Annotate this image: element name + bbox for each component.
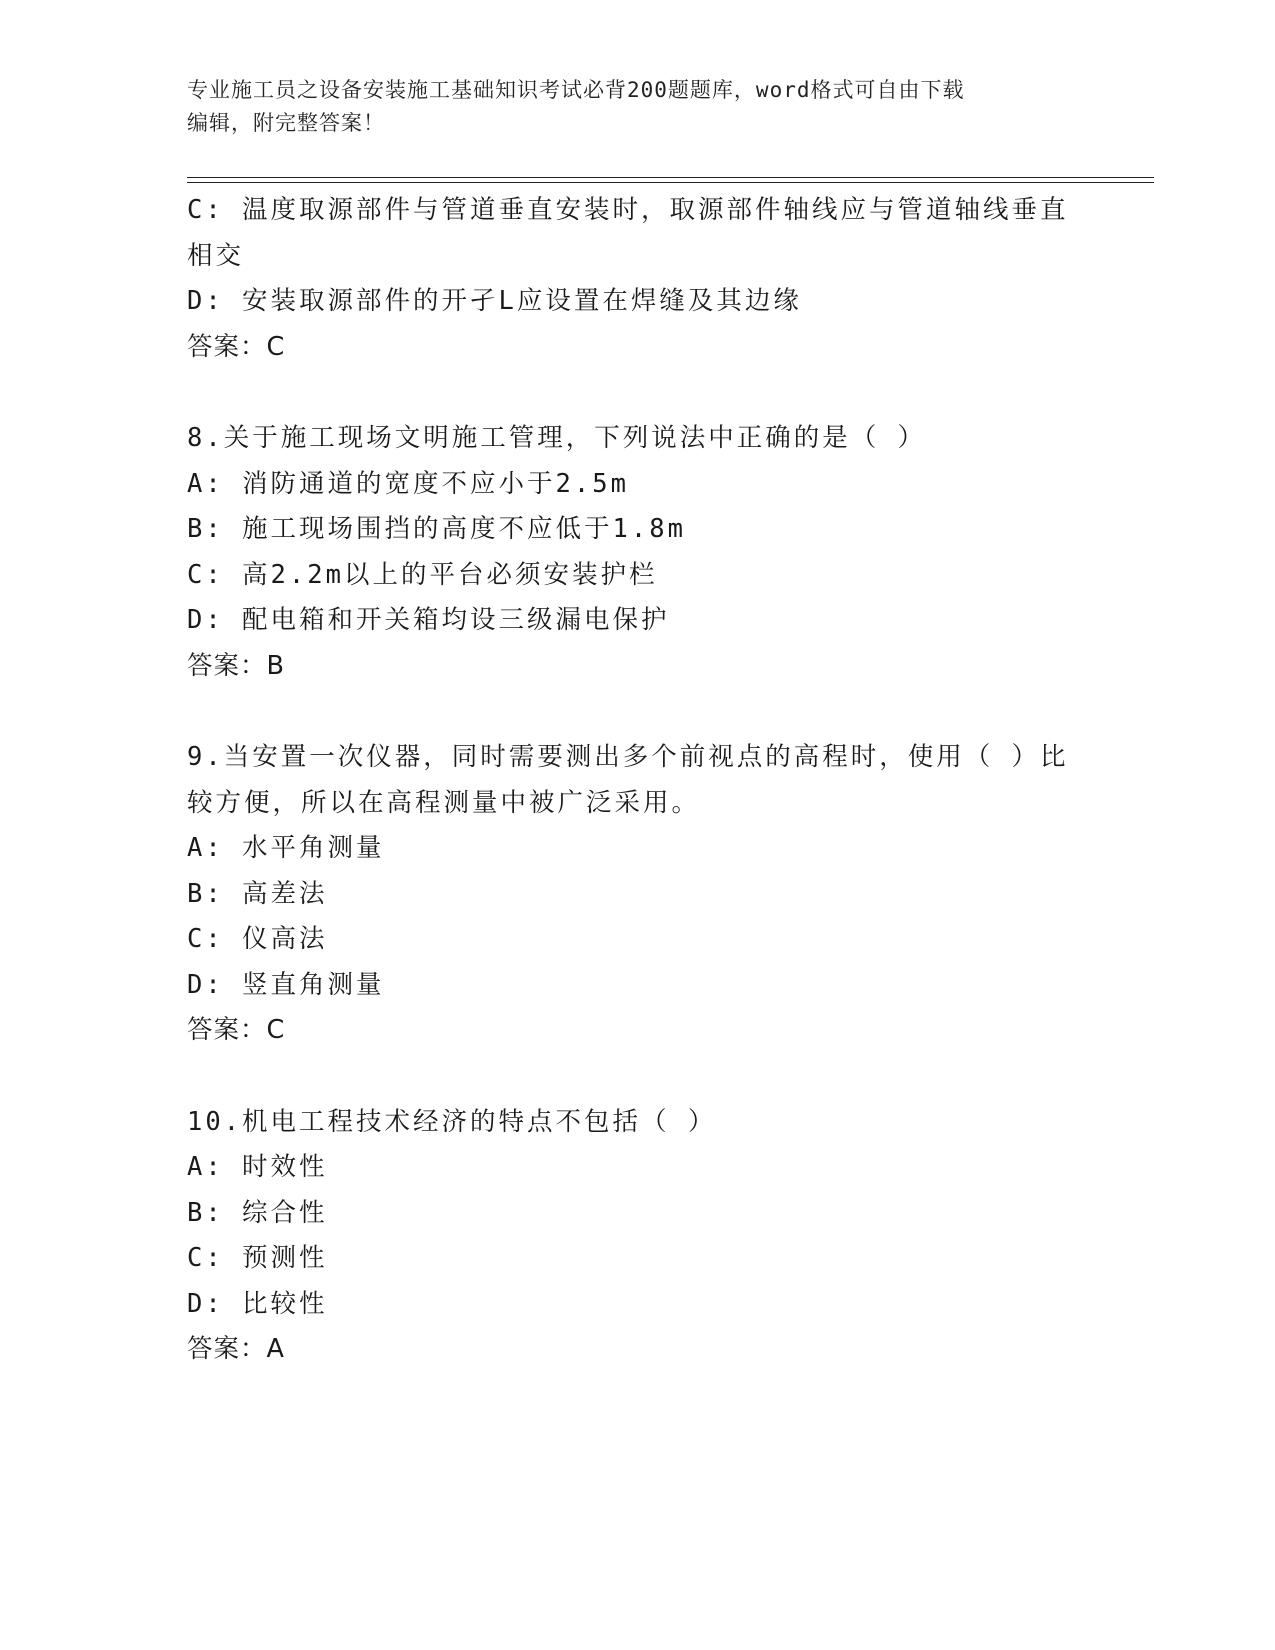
option-c: C: 高2.2m以上的平台必须安装护栏 (187, 559, 658, 590)
option-b: B: 施工现场围挡的高度不应低于1.8m (187, 514, 686, 544)
option-d: D: 竖直角测量 (187, 969, 385, 1000)
question-9 (187, 735, 1087, 1054)
answer-line: 答案：C (187, 331, 286, 362)
answer-line: 答案：A (187, 1334, 285, 1364)
option-c: C: 预测性 (187, 1243, 328, 1273)
option-d: D: 配电箱和开关箱均设三级漏电保护 (187, 605, 670, 635)
question-8 (187, 416, 1087, 689)
previous-question-tail (187, 188, 1087, 370)
question-stem: 8.关于施工现场文明施工管理，下列说法中正确的是（ ） (187, 423, 927, 453)
option-d: D: 比较性 (187, 1288, 328, 1319)
document-header (187, 74, 1087, 140)
option-a: A: 消防通道的宽度不应小于2.5m (187, 468, 629, 499)
answer-line: 答案：C (187, 1015, 286, 1045)
option-a: A: 水平角测量 (187, 833, 385, 863)
question-stem-continuation: 较方便，所以在高程测量中被广泛采用。 (187, 787, 701, 818)
question-stem: 9.当安置一次仪器，同时需要测出多个前视点的高程时，使用（ ）比 (187, 742, 1069, 772)
header-divider-top (187, 177, 1154, 178)
option-b: B: 综合性 (187, 1197, 328, 1228)
answer-line: 答案：B (187, 650, 285, 681)
option-b: B: 高差法 (187, 878, 328, 909)
header-title-line-1: 专业施工员之设备安装施工基础知识考试必背200题题库，word格式可自由下载 (187, 78, 965, 102)
option-c: C: 温度取源部件与管道垂直安装时，取源部件轴线应与管道轴线垂直 (187, 195, 1069, 225)
header-divider-bottom (187, 182, 1154, 183)
option-c: C: 仪高法 (187, 924, 328, 954)
header-title-line-2: 编辑，附完整答案！ (187, 111, 385, 135)
question-10 (187, 1100, 1087, 1373)
option-a: A: 时效性 (187, 1152, 328, 1182)
question-stem: 10.机电工程技术经济的特点不包括（ ） (187, 1106, 717, 1137)
option-c-continuation: 相交 (187, 240, 245, 271)
question-content (187, 188, 1087, 1419)
option-d: D: 安装取源部件的开孑L应设置在焊缝及其边缘 (187, 286, 802, 316)
